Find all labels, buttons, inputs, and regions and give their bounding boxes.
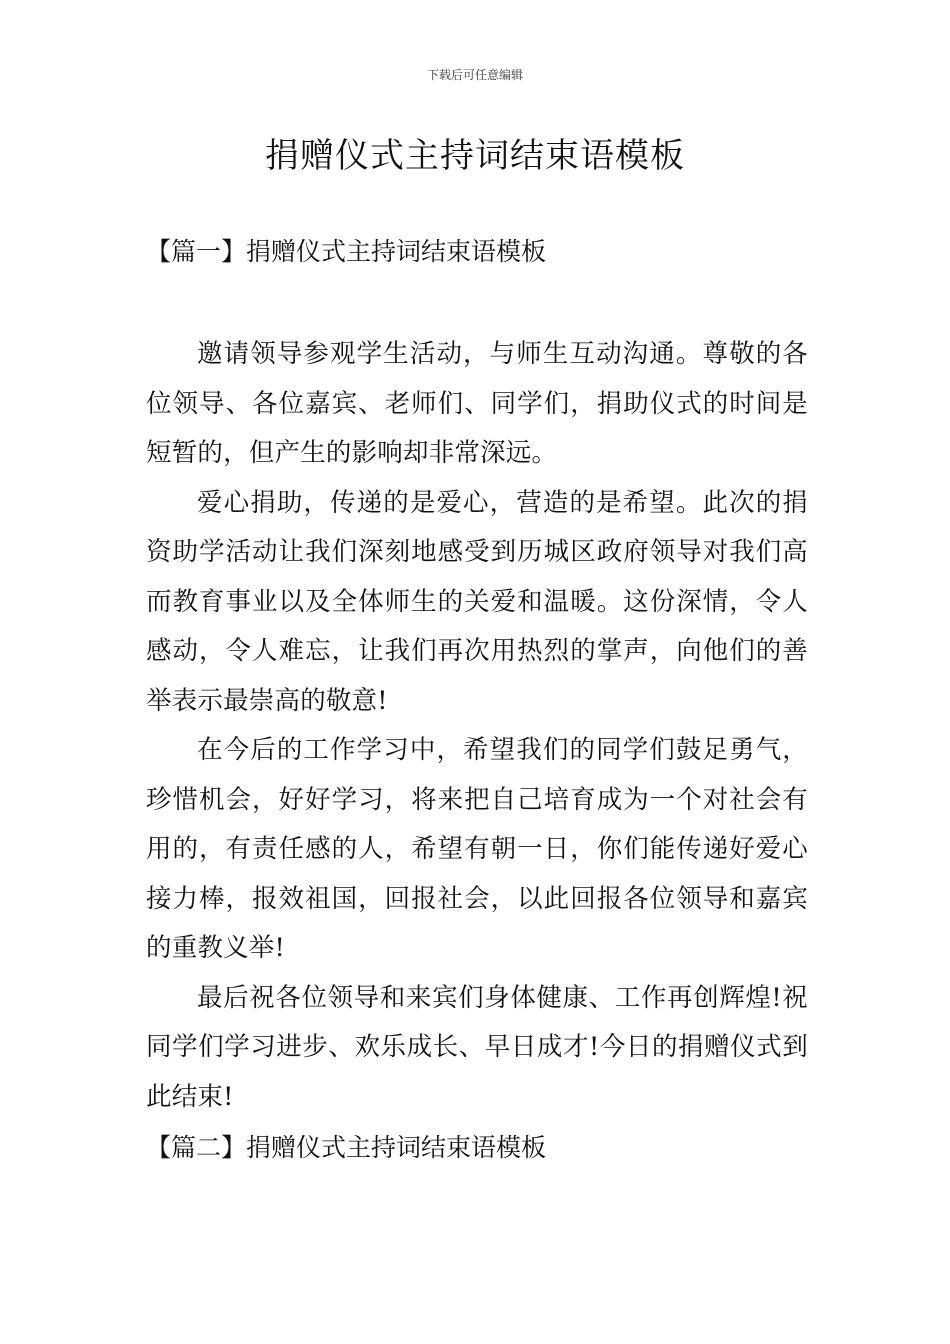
- section-1-body: [146, 330, 808, 1122]
- header-note: 下载后可任意编辑: [426, 68, 523, 82]
- section-heading-1: 【篇一】捐赠仪式主持词结束语模板: [146, 237, 547, 266]
- document-title: 捐赠仪式主持词结束语模板: [265, 136, 685, 176]
- paragraph: 爱心捐助，传递的是爱心，营造的是希望。此次的捐资助学活动让我们深刻地感受到历城区政府领导对我们高而教育事业以及全体师生的关爱和温暖。这份深情，令人感动，令人难忘，让我们再次用热烈的掌声，向他们的善举表示最崇高的敬意!: [146, 487, 808, 716]
- paragraph: 在今后的工作学习中，希望我们的同学们鼓足勇气，珍惜机会，好好学习，将来把自己培育成为一个对社会有用的，有责任感的人，希望有朝一日，你们能传递好爱心接力棒，报效祖国，回报社会，以此回报各位领导和嘉宾的重教义举!: [146, 735, 808, 963]
- paragraph: 最后祝各位领导和来宾们身体健康、工作再创辉煌!祝同学们学习进步、欢乐成长、早日成才!今日的捐赠仪式到此结束!: [146, 982, 808, 1112]
- paragraph: 邀请领导参观学生活动，与师生互动沟通。尊敬的各位领导、各位嘉宾、老师们、同学们，捐助仪式的时间是短暂的，但产生的影响却非常深远。: [146, 339, 808, 468]
- section-heading-2: 【篇二】捐赠仪式主持词结束语模板: [146, 1133, 547, 1162]
